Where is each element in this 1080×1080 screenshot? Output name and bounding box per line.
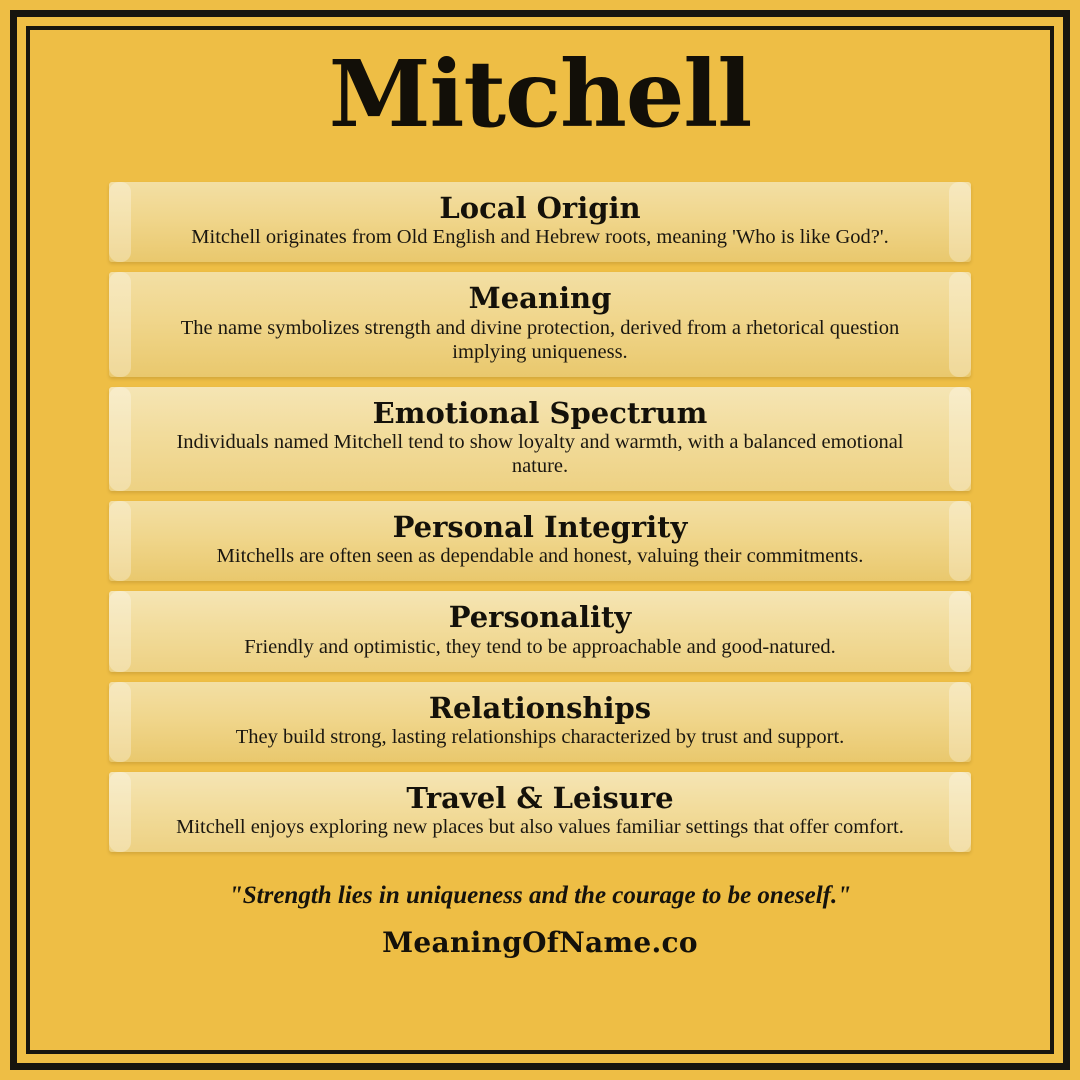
section-card-personal-integrity [109, 501, 971, 581]
section-heading: Relationships [428, 690, 652, 725]
section-card-local-origin [109, 182, 971, 262]
section-heading: Local Origin [439, 191, 641, 225]
page-title: Mitchell [328, 40, 752, 148]
section-card-relationships [109, 682, 971, 762]
section-heading: Emotional Spectrum [372, 395, 708, 430]
poster-content [30, 30, 1050, 1050]
section-card-meaning [109, 272, 971, 376]
section-text: Individuals named Mitchell tend to show loyalty and warmth, with a balanced emotional nature. [176, 430, 904, 477]
section-text: They build strong, lasting relationships characterized by trust and support. [235, 725, 845, 748]
section-text: Mitchell enjoys exploring new places but also values familiar settings that offer comfort. [176, 816, 904, 839]
section-heading: Meaning [468, 281, 612, 316]
section-text: Mitchells are often seen as dependable and honest, valuing their commitments. [216, 545, 864, 568]
section-card-personality [109, 591, 971, 671]
brand-name: MeaningOfName.co [382, 926, 698, 960]
section-card-emotional-spectrum [109, 387, 971, 491]
section-text: Friendly and optimistic, they tend to be approachable and good-natured. [244, 635, 836, 658]
section-list [109, 182, 971, 852]
quote: "Strength lies in uniqueness and the courage to be oneself." [228, 882, 852, 910]
section-text: Mitchell originates from Old English and Hebrew roots, meaning 'Who is like God?'. [191, 226, 889, 249]
section-heading: Personal Integrity [392, 509, 688, 544]
section-heading: Personality [448, 600, 632, 635]
section-text: The name symbolizes strength and divine protection, derived from a rhetorical question implying uniqueness. [180, 316, 900, 363]
section-card-travel-leisure [109, 772, 971, 852]
section-heading: Travel & Leisure [406, 780, 674, 815]
